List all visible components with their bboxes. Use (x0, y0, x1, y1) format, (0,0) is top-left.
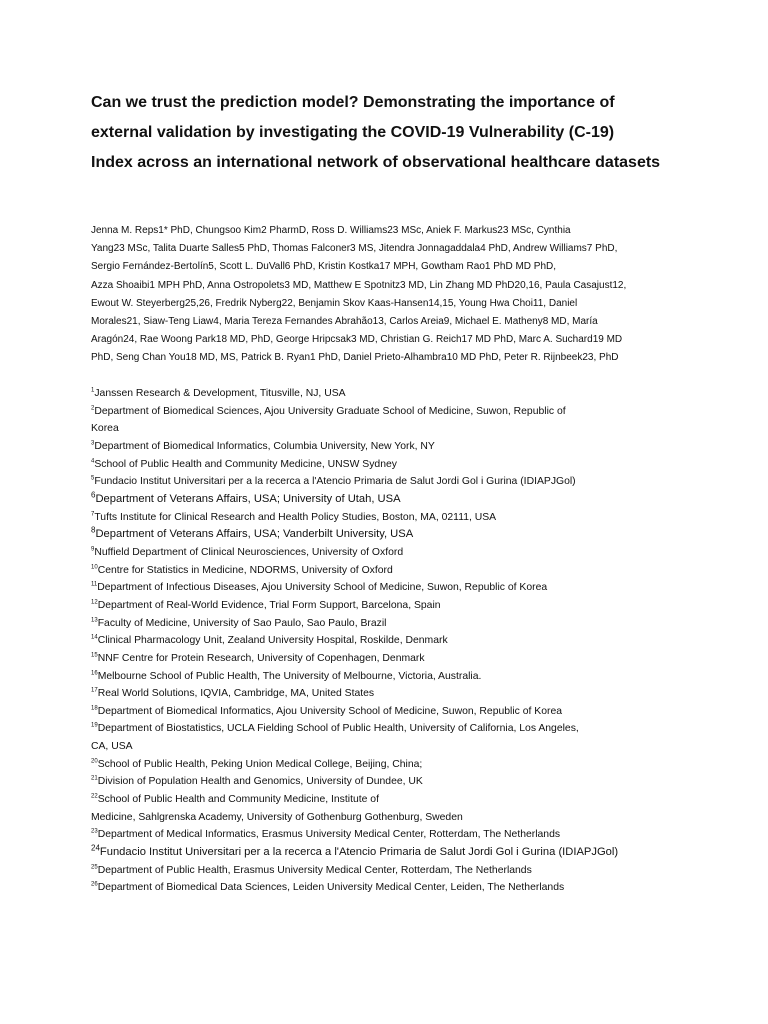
affiliation-text: NNF Centre for Protein Research, University of Copenhagen, Denmark (97, 652, 425, 664)
title-line: Index across an international network of observational healthcare datasets (91, 154, 661, 171)
affiliation-text: Department of Biomedical Informatics, Ajou University School of Medicine, Suwon, Republic of Korea (97, 705, 563, 717)
affiliation-number: 20 (91, 758, 98, 765)
affiliation-item (91, 491, 731, 509)
affiliation-item (91, 809, 731, 827)
affiliation-text: Department of Biomedical Informatics, Columbia University, New York, NY (94, 440, 435, 452)
affiliation-number: 3 (91, 440, 95, 447)
affiliation-item (91, 473, 731, 491)
affiliation-number: 25 (91, 864, 98, 871)
affiliation-item (91, 791, 731, 809)
author-line: Azza Shoaibi1 MPH PhD, Anna Ostropolets3 MD, Matthew E Spotnitz3 MD, Lin Zhang MD PhD20,16, Paula Casajust12, (91, 279, 627, 291)
author-line: Ewout W. Steyerberg25,26, Fredrik Nyberg22, Benjamin Skov Kaas-Hansen14,15, Young Hwa Choi11, Daniel (91, 297, 578, 309)
affiliation-item (91, 703, 731, 721)
affiliation-text: Division of Population Health and Genomics, University of Dundee, UK (97, 776, 423, 788)
affiliation-item (91, 562, 731, 580)
affiliation-text: Faculty of Medicine, University of Sao Paulo, Sao Paulo, Brazil (97, 617, 387, 629)
affiliation-item (91, 668, 731, 686)
affiliation-number: 26 (91, 881, 98, 888)
affiliation-text: Department of Real-World Evidence, Trial Form Support, Barcelona, Spain (97, 599, 441, 611)
affiliation-item (91, 544, 731, 562)
author-line: Sergio Fernández-Bertolín5, Scott L. DuVall6 PhD, Kristin Kostka17 MPH, Gowtham Rao1 PhD MD PhD, (91, 261, 557, 273)
affiliation-text: Nuffield Department of Clinical Neurosciences, University of Oxford (94, 546, 404, 558)
affiliation-text: Real World Solutions, IQVIA, Cambridge, MA, United States (97, 688, 375, 700)
affiliation-item (91, 826, 731, 844)
affiliation-item (91, 509, 731, 527)
affiliation-text: CA, USA (91, 741, 133, 753)
affiliation-number: 21 (91, 775, 98, 782)
affiliation-number: 1 (91, 387, 95, 394)
affiliation-text: Centre for Statistics in Medicine, NDORMS, University of Oxford (97, 564, 393, 576)
affiliation-text: School of Public Health and Community Medicine, Institute of (97, 794, 379, 806)
affiliation-text: Janssen Research & Development, Titusville, NJ, USA (94, 388, 346, 399)
author-line: Morales21, Siaw-Teng Liaw4, Maria Tereza Fernandes Abrahão13, Carlos Areia9, Michael E. Matheny8 MD, María (91, 316, 598, 328)
affiliation-item (91, 615, 731, 633)
affiliation-text: Melbourne School of Public Health, The University of Melbourne, Victoria, Australia. (97, 670, 482, 682)
affiliation-number: 8 (91, 525, 96, 535)
affiliation-number: 6 (91, 490, 96, 500)
author-list (91, 222, 731, 368)
affiliation-number: 22 (91, 793, 98, 800)
affiliation-text: Clinical Pharmacology Unit, Zealand University Hospital, Roskilde, Denmark (97, 635, 448, 647)
affiliation-text: Fundacio Institut Universitari per a la recerca a l'Atencio Primaria de Salut Jordi Gol i Gurina (IDIAPJGol) (99, 846, 619, 859)
affiliation-number: 24 (91, 843, 100, 853)
affiliation-text: Department of Biomedical Sciences, Ajou University Graduate School of Medicine, Suwon, Republic of (94, 405, 566, 417)
affiliation-text: School of Public Health and Community Medicine, UNSW Sydney (94, 458, 397, 470)
affiliation-text: Korea (91, 423, 119, 435)
affiliation-text: Department of Infectious Diseases, Ajou University School of Medicine, Suwon, Republic of Korea (97, 582, 548, 594)
affiliation-number: 4 (91, 458, 95, 465)
affiliation-number: 16 (91, 670, 98, 677)
affiliation-number: 23 (91, 828, 98, 835)
affiliation-item (91, 526, 731, 544)
affiliation-text: Tufts Institute for Clinical Research and Health Policy Studies, Boston, MA, 02111, USA (94, 511, 497, 523)
affiliation-text: School of Public Health, Peking Union Medical College, Beijing, China; (97, 758, 423, 770)
title-line: Can we trust the prediction model? Demonstrating the importance of (91, 94, 615, 111)
title-line: external validation by investigating the COVID-19 Vulnerability (C-19) (91, 124, 615, 141)
affiliation-number: 11 (91, 581, 98, 588)
affiliation-number: 13 (91, 617, 98, 624)
affiliation-item (91, 773, 731, 791)
affiliation-item (91, 403, 731, 421)
affiliation-item (91, 597, 731, 615)
affiliation-number: 15 (91, 652, 98, 659)
affiliation-number: 17 (91, 687, 98, 694)
author-line: Yang23 MSc, Talita Duarte Salles5 PhD, Thomas Falconer3 MS, Jitendra Jonnagaddala4 PhD, Andrew Williams7 PhD, (91, 243, 618, 255)
affiliation-number: 7 (91, 511, 95, 518)
affiliation-text: Department of Medical Informatics, Erasmus University Medical Center, Rotterdam, The Netherlands (97, 829, 561, 841)
affiliation-text: Department of Public Health, Erasmus University Medical Center, Rotterdam, The Netherlands (97, 864, 532, 876)
affiliation-item (91, 420, 731, 438)
affiliation-number: 18 (91, 705, 98, 712)
affiliation-item (91, 879, 731, 897)
affiliation-item (91, 862, 731, 880)
affiliation-text: Department of Biostatistics, UCLA Fielding School of Public Health, University of California, Los Angeles, (97, 723, 579, 735)
affiliation-item (91, 438, 731, 456)
affiliation-item (91, 632, 731, 650)
affiliation-text: Department of Veterans Affairs, USA; University of Utah, USA (95, 492, 401, 505)
affiliation-item (91, 720, 731, 738)
affiliation-item (91, 456, 731, 474)
affiliation-number: 2 (91, 405, 95, 412)
affiliation-item (91, 685, 731, 703)
affiliation-item (91, 756, 731, 774)
affiliation-number: 14 (91, 634, 98, 641)
author-line: PhD, Seng Chan You18 MD, MS, Patrick B. Ryan1 PhD, Daniel Prieto-Alhambra10 MD PhD, Peter R. Rijnbeek23, PhD (91, 352, 619, 364)
affiliation-item (91, 738, 731, 756)
affiliation-text: Department of Biomedical Data Sciences, Leiden University Medical Center, Leiden, The Netherlands (97, 882, 565, 894)
affiliation-number: 9 (91, 546, 95, 553)
affiliation-item (91, 650, 731, 668)
affiliation-text: Medicine, Sahlgrenska Academy, University of Gothenburg Gothenburg, Sweden (91, 811, 463, 823)
paper-title (91, 88, 731, 178)
affiliation-list (91, 385, 731, 897)
author-line: Jenna M. Reps1* PhD, Chungsoo Kim2 PharmD, Ross D. Williams23 MSc, Aniek F. Markus23 MSc, Cynthia (91, 225, 571, 236)
affiliation-text: Fundacio Institut Universitari per a la recerca a l'Atencio Primaria de Salut Jordi Gol i Gurina (IDIAPJGol) (94, 476, 576, 488)
affiliation-item (91, 844, 731, 862)
affiliation-item (91, 385, 731, 403)
affiliation-number: 12 (91, 599, 98, 606)
affiliation-item (91, 579, 731, 597)
affiliation-number: 5 (91, 475, 95, 482)
author-line: Aragón24, Rae Woong Park18 MD, PhD, George Hripcsak3 MD, Christian G. Reich17 MD PhD, Marc A. Suchard19 MD (91, 334, 623, 346)
affiliation-text: Department of Veterans Affairs, USA; Vanderbilt University, USA (95, 528, 414, 541)
affiliation-number: 19 (91, 723, 98, 729)
affiliation-number: 10 (91, 564, 98, 571)
